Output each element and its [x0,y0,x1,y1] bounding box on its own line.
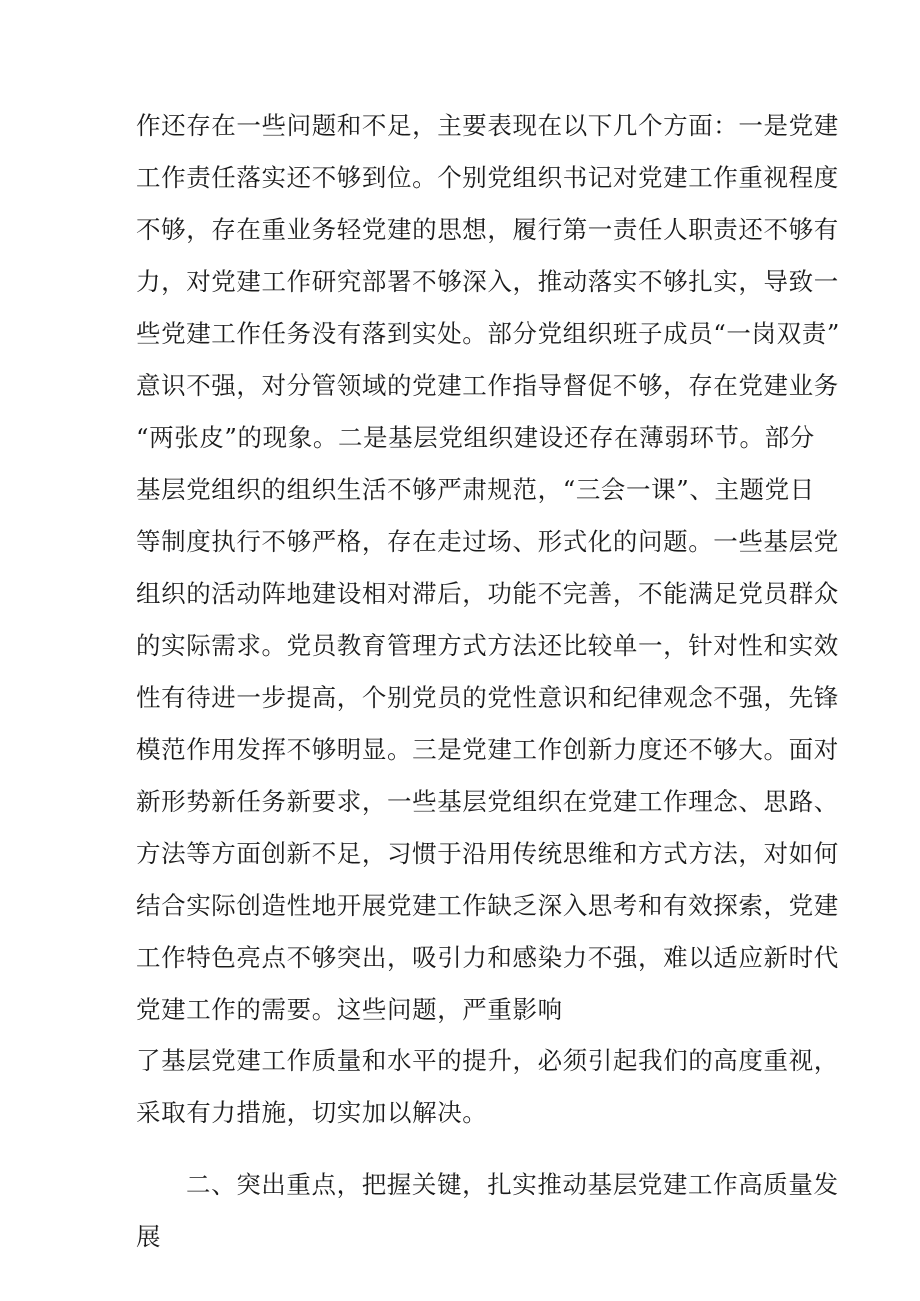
body-line: 力，对党建工作研究部署不够深入，推动落实不够扎实，导致一 [136,267,839,296]
body-line: 模范作用发挥不够明显。三是党建工作创新力度还不够大。面对 [136,735,839,764]
body-line: 结合实际创造性地开展党建工作缺乏深入思考和有效探索，党建 [136,891,839,920]
body-line: 的实际需求。党员教育管理方式方法还比较单一，针对性和实效 [136,631,839,660]
section-heading: 二、突出重点，把握关键，扎实推动基层党建工作高质量发 [186,1170,839,1199]
body-line: 基层党组织的组织生活不够严肃规范，“三会一课”、主题党日 [136,475,815,504]
section-heading-continuation: 展 [136,1222,162,1251]
body-line: 组织的活动阵地建设相对滞后，功能不完善，不能满足党员群众 [136,579,839,608]
body-line: 意识不强，对分管领域的党建工作指导督促不够，存在党建业务 [136,371,839,400]
body-line: 些党建工作任务没有落到实处。部分党组织班子成员“一岗双责” [136,319,840,348]
body-line: 作还存在一些问题和不足，主要表现在以下几个方面：一是党建 [136,111,839,140]
body-line: “两张皮”的现象。二是基层党组织建设还存在薄弱环节。部分 [136,423,815,452]
body-line: 新形势新任务新要求，一些基层党组织在党建工作理念、思路、 [136,787,839,816]
body-line: 党建工作的需要。这些问题，严重影响 [136,995,563,1024]
body-line: 不够，存在重业务轻党建的思想，履行第一责任人职责还不够有 [136,215,839,244]
body-line: 采取有力措施，切实加以解决。 [136,1098,488,1127]
body-line: 等制度执行不够严格，存在走过场、形式化的问题。一些基层党 [136,527,839,556]
body-line: 工作特色亮点不够突出，吸引力和感染力不强，难以适应新时代 [136,943,839,972]
body-line: 方法等方面创新不足，习惯于沿用传统思维和方式方法，对如何 [136,839,839,868]
body-line: 性有待进一步提高，个别党员的党性意识和纪律观念不强，先锋 [136,683,839,712]
body-line: 工作责任落实还不够到位。个别党组织书记对党建工作重视程度 [136,163,839,192]
body-line: 了基层党建工作质量和水平的提升，必须引起我们的高度重视， [136,1046,839,1075]
